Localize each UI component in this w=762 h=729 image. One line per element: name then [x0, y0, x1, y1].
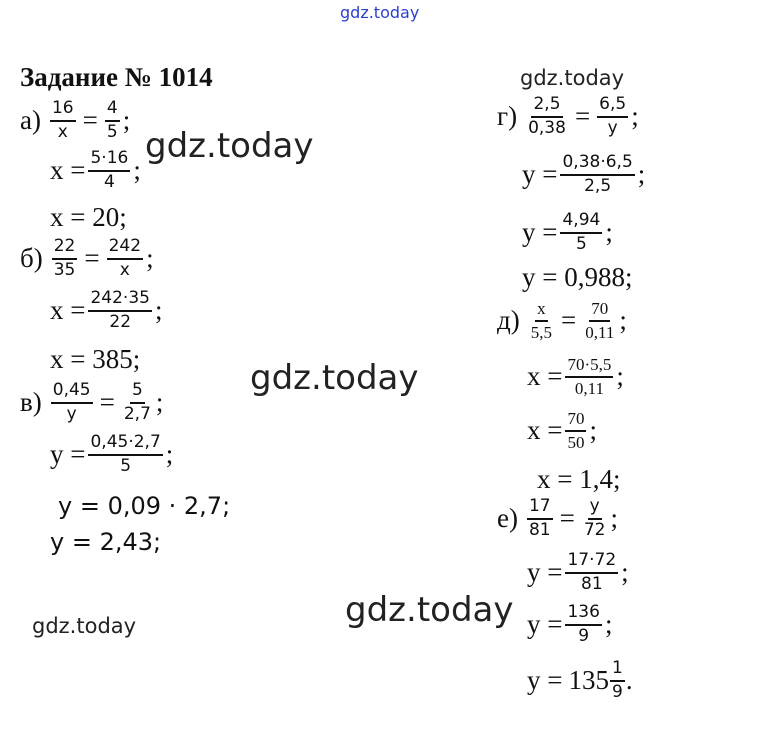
watermark-left-large: gdz.today [145, 126, 314, 166]
fraction-numerator: 242·35 [88, 290, 151, 312]
semicolon: ; [631, 101, 639, 132]
part-g-line-2 [522, 154, 645, 196]
fraction-denominator: 72 [583, 519, 606, 540]
watermark-top: gdz.today [340, 3, 420, 22]
part-v-line-1 [20, 382, 163, 424]
fraction-denominator: 5 [120, 455, 132, 476]
part-a-label: а) [20, 105, 41, 136]
semicolon: ; [589, 415, 597, 446]
part-v-line-2 [50, 434, 173, 476]
fraction-denominator: 9 [578, 625, 590, 646]
equation-left: x = [527, 415, 563, 446]
task-title: Задание № 1014 [20, 62, 213, 92]
semicolon: ; [604, 609, 613, 640]
fraction-numerator: 4,94 [560, 212, 602, 234]
equation-left: y = [522, 159, 558, 190]
fraction-numerator: 136 [565, 604, 601, 626]
semicolon: ; [621, 557, 629, 588]
fraction-numerator: 70·5,5 [565, 356, 613, 378]
part-b-line-1 [20, 238, 154, 280]
fraction-denominator: 50 [567, 432, 585, 452]
fraction-denominator: 2,5 [584, 175, 612, 196]
semicolon: ; [133, 155, 141, 186]
semicolon: ; [122, 105, 131, 136]
fraction-numerator: 5·16 [88, 150, 130, 172]
part-b-line-3: x = 385; [50, 344, 141, 374]
fraction-denominator: x [57, 121, 68, 142]
fraction-denominator: 5 [106, 121, 118, 142]
fraction-denominator: 81 [581, 573, 603, 594]
part-e-line-4 [527, 660, 633, 702]
part-b-line-2 [50, 290, 162, 332]
fraction-numerator: 1 [610, 660, 625, 682]
semicolon: ; [165, 439, 174, 470]
fraction-numerator: 17·72 [565, 552, 618, 574]
equals-sign: = [82, 105, 98, 136]
fraction-numerator: y [588, 498, 602, 520]
equals-sign: = [559, 503, 575, 534]
fraction-denominator: 0,11 [574, 378, 604, 398]
fraction-denominator: x [119, 259, 130, 280]
equals-sign: = [99, 387, 115, 418]
fraction-denominator: 5,5 [530, 322, 552, 342]
equals-sign: = [574, 101, 591, 132]
fraction-numerator: 16 [50, 100, 76, 122]
fraction-numerator: 17 [527, 498, 553, 520]
watermark-center: gdz.today [250, 358, 419, 398]
part-a-line-2 [50, 150, 141, 192]
equation-left: x = [50, 295, 86, 326]
semicolon: ; [610, 503, 619, 534]
equals-sign: = [84, 243, 100, 274]
equation-left: x = [527, 361, 563, 392]
fraction-denominator: 35 [53, 259, 76, 280]
fraction-numerator: 5 [130, 382, 145, 404]
part-g-line-1 [497, 96, 639, 138]
fraction-denominator: y [66, 403, 77, 424]
equation-left: y = [527, 557, 563, 588]
equation-left: y = [50, 439, 86, 470]
fraction-numerator: 242 [107, 238, 143, 260]
equation-left: y = [527, 665, 563, 696]
semicolon: ; [619, 305, 627, 336]
semicolon: ; [605, 217, 613, 248]
watermark-right-top: gdz.today [520, 66, 625, 90]
equation-left: x = [50, 155, 86, 186]
watermark-bottom-center: gdz.today [345, 590, 514, 630]
fraction-denominator: y [607, 117, 618, 138]
part-d-line-1 [497, 300, 627, 342]
fraction-denominator: 2,7 [123, 403, 151, 424]
fraction-numerator: 4 [105, 100, 120, 122]
part-d-line-4: x = 1,4; [537, 464, 621, 494]
part-v-label: в) [20, 387, 42, 418]
part-v-line-3: y = 0,09 · 2,7; [58, 492, 231, 520]
mixed-number-whole: 135 [568, 665, 609, 696]
fraction-denominator: 5 [576, 233, 587, 254]
fraction-numerator: 6,5 [597, 96, 628, 118]
fraction-numerator: 70 [565, 410, 586, 432]
fraction-numerator: 0,45 [51, 382, 93, 404]
semicolon: ; [146, 243, 154, 274]
part-d-line-3 [527, 410, 597, 452]
part-g-label: г) [497, 101, 518, 132]
semicolon: ; [155, 387, 164, 418]
fraction-denominator: 22 [109, 311, 132, 332]
fraction-denominator: 0,11 [585, 322, 615, 342]
part-d-label: д) [497, 305, 520, 336]
fraction-numerator: 22 [52, 238, 78, 260]
semicolon: ; [616, 361, 624, 392]
part-a-line-1 [20, 100, 130, 142]
fraction-numerator: x [535, 300, 548, 322]
fraction-denominator: 0,38 [528, 117, 566, 138]
fraction-numerator: 2,5 [531, 96, 562, 118]
fraction-denominator: 9 [611, 681, 623, 702]
fraction-numerator: 70 [589, 300, 610, 322]
semicolon: ; [154, 295, 163, 326]
part-v-line-4: y = 2,43; [50, 528, 162, 556]
equation-left: y = [522, 217, 558, 248]
part-e-label: е) [497, 503, 518, 534]
part-a-line-3: x = 20; [50, 202, 127, 232]
equals-sign: = [560, 305, 577, 336]
part-e-line-3 [527, 604, 612, 646]
fraction-numerator: 0,38·6,5 [560, 154, 634, 176]
fraction-numerator: 0,45·2,7 [88, 434, 162, 456]
part-d-line-2 [527, 356, 624, 398]
part-e-line-2 [527, 552, 629, 594]
part-b-label: б) [20, 243, 43, 274]
part-g-line-4: y = 0,988; [522, 262, 633, 292]
part-e-line-1 [497, 498, 618, 540]
semicolon: ; [637, 159, 646, 190]
watermark-bottom-left: gdz.today [32, 614, 137, 638]
equation-left: y = [527, 609, 563, 640]
period: . [625, 665, 633, 696]
fraction-denominator: 4 [104, 171, 115, 192]
part-g-line-3 [522, 212, 613, 254]
fraction-denominator: 81 [528, 519, 551, 540]
